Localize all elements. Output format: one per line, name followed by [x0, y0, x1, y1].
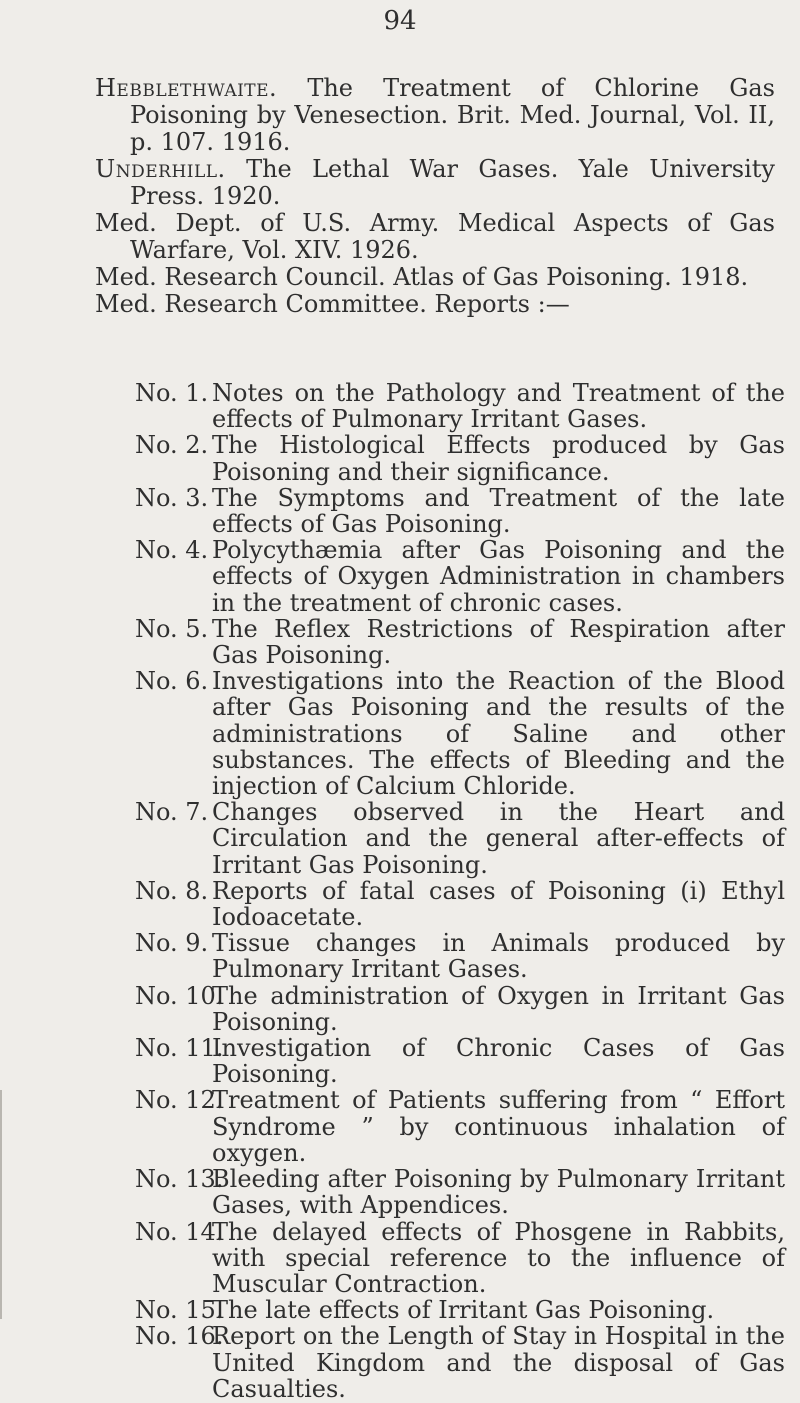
- report-number: No. 1.: [135, 379, 209, 407]
- report-title: Investigations into the Reaction of the Blood after Gas Poisoning and the results of the administrations of Saline and other substances. The effects of Bleeding and the injection of Calcium Chloride.: [212, 667, 785, 801]
- report-item: [135, 668, 785, 799]
- report-item: [135, 930, 785, 982]
- report-title: Investigation of Chronic Cases of Gas Poisoning.: [212, 1034, 785, 1089]
- reference-entry: [95, 156, 775, 210]
- report-item: [135, 1297, 785, 1323]
- report-title: Notes on the Pathology and Treatment of the effects of Pulmonary Irritant Gases.: [212, 379, 785, 434]
- report-item: [135, 799, 785, 878]
- report-item: [135, 537, 785, 616]
- page-edge-shadow: [0, 1090, 2, 1319]
- report-item: [135, 432, 785, 484]
- reference-text: Med. Dept. of U.S. Army. Medical Aspects of Gas Warfare, Vol. XIV. 1926.: [95, 209, 775, 264]
- report-title: Report on the Length of Stay in Hospital in the United Kingdom and the disposal of Gas Casualties.: [212, 1322, 785, 1403]
- report-number: No. 15.: [135, 1296, 224, 1325]
- reference-text: The Lethal War Gases. Yale University Press. 1920.: [130, 155, 775, 210]
- reference-author: Underhill.: [95, 155, 226, 183]
- report-number: No. 14.: [135, 1217, 224, 1246]
- report-item: [135, 1219, 785, 1298]
- report-item: [135, 983, 785, 1035]
- report-number: No. 5.: [135, 614, 209, 643]
- reference-list: [95, 75, 775, 318]
- report-number: No. 6.: [135, 667, 209, 696]
- report-title: Treatment of Patients suffering from “ Effort Syndrome ” by continuous inhalation of oxygen.: [212, 1086, 785, 1167]
- report-number: No. 4.: [135, 536, 209, 565]
- report-title: The Reflex Restrictions of Respiration after Gas Poisoning.: [212, 614, 785, 670]
- report-title: Polycythæmia after Gas Poisoning and the effects of Oxygen Administration in chambers in the treatment of chronic cases.: [212, 536, 785, 617]
- report-title: Tissue changes in Animals produced by Pulmonary Irritant Gases.: [212, 929, 785, 984]
- report-title: Changes observed in the Heart and Circulation and the general after-effects of Irritant Gas Poisoning.: [212, 798, 785, 879]
- report-number: No. 11.: [135, 1034, 224, 1063]
- report-number: No. 12.: [135, 1086, 224, 1115]
- report-number: No. 2.: [135, 431, 209, 460]
- report-item: [135, 380, 785, 432]
- report-item: [135, 1035, 785, 1087]
- report-item: [135, 1323, 785, 1402]
- report-number: No. 8.: [135, 876, 209, 905]
- report-title: The Histological Effects produced by Gas Poisoning and their significance.: [212, 431, 785, 486]
- report-title: Bleeding after Poisoning by Pulmonary Irritant Gases, with Appendices.: [212, 1165, 785, 1220]
- report-item: [135, 616, 785, 668]
- report-item: [135, 485, 785, 537]
- report-item: [135, 1087, 785, 1166]
- report-number: No. 3.: [135, 483, 209, 512]
- report-title: The late effects of Irritant Gas Poisoning.: [212, 1296, 715, 1325]
- reference-entry: [95, 264, 775, 291]
- report-number: No. 10.: [135, 981, 224, 1010]
- report-number: No. 13.: [135, 1165, 224, 1194]
- reference-author: Hebblethwaite.: [95, 74, 278, 102]
- report-title: The Symptoms and Treatment of the late effects of Gas Poisoning.: [212, 483, 785, 539]
- reference-entry: [95, 210, 775, 264]
- page-number: 94: [383, 6, 417, 36]
- reference-text: Med. Research Council. Atlas of Gas Poisoning. 1918.: [95, 263, 749, 291]
- report-title: The administration of Oxygen in Irritant Gas Poisoning.: [212, 981, 785, 1036]
- report-title: Reports of fatal cases of Poisoning (i) Ethyl Iodoacetate.: [212, 876, 785, 932]
- reference-text: Med. Research Committee. Reports :—: [95, 290, 570, 318]
- reference-entry: [95, 75, 775, 156]
- report-list: [135, 380, 785, 1402]
- report-item: [135, 1166, 785, 1218]
- report-item: [135, 878, 785, 930]
- report-title: The delayed effects of Phosgene in Rabbits, with special reference to the influence of Muscular Contraction.: [212, 1217, 785, 1298]
- report-number: No. 9.: [135, 929, 209, 958]
- reference-entry: [95, 291, 775, 318]
- reference-text: The Treatment of Chlorine Gas Poisoning by Venesection. Brit. Med. Journal, Vol. II, p. 107. 1916.: [130, 74, 776, 156]
- report-number: No. 7.: [135, 798, 209, 827]
- report-number: No. 16.: [135, 1322, 224, 1351]
